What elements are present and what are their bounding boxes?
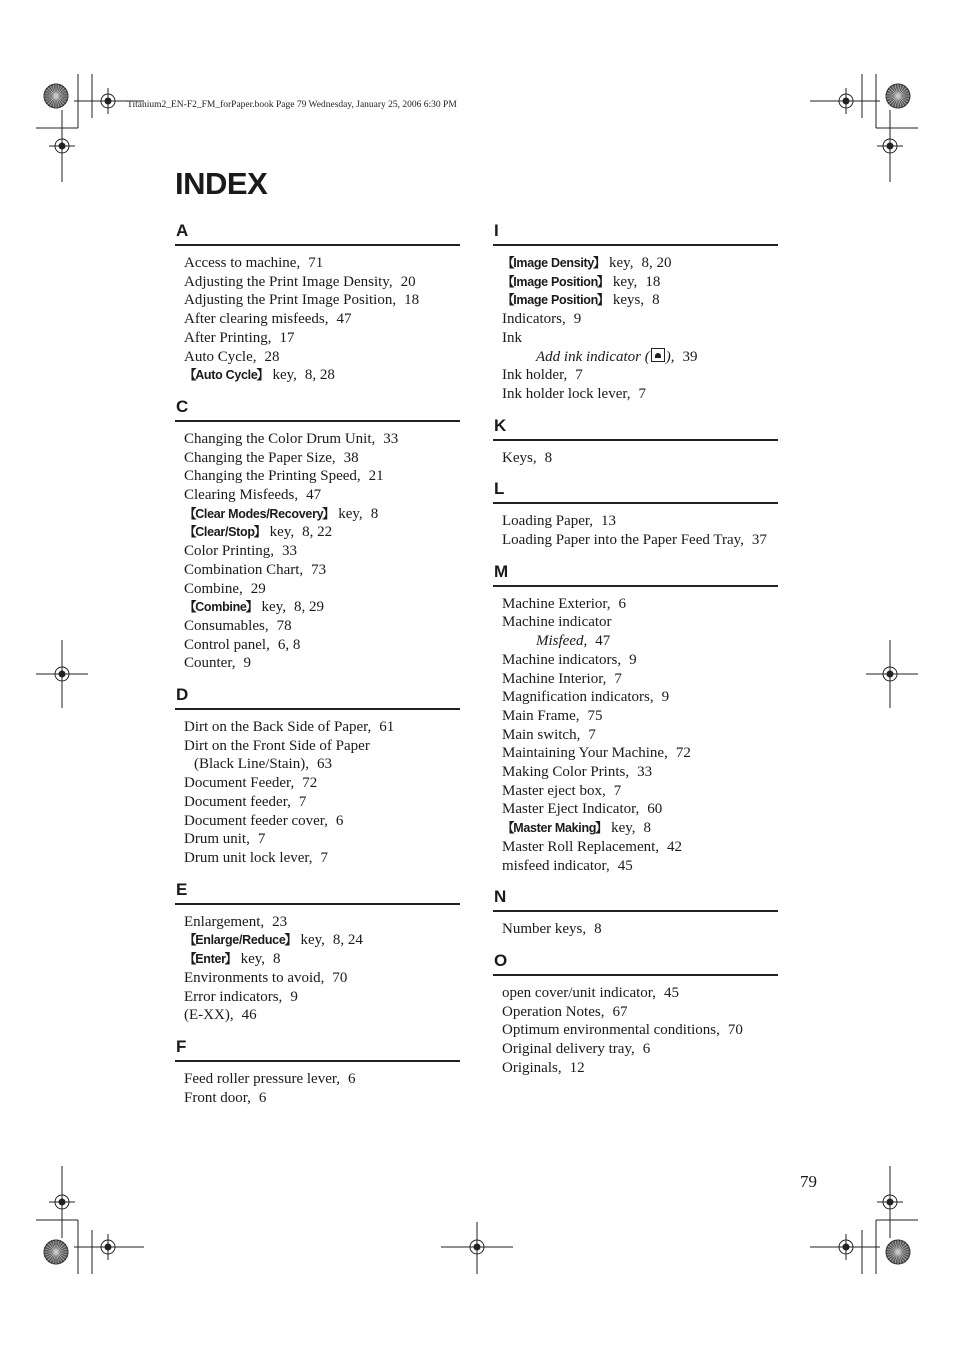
section-letter: E (175, 879, 460, 905)
index-section (493, 950, 778, 1078)
index-entry (184, 812, 460, 831)
entry-text: Machine indicators, (502, 651, 622, 668)
entry-text: Document feeder cover, (184, 812, 328, 829)
index-entry (502, 651, 778, 670)
index-entry (184, 988, 460, 1007)
entry-text: Clearing Misfeeds, (184, 487, 299, 504)
index-section (493, 415, 778, 468)
index-entry (502, 329, 778, 348)
index-entry (502, 688, 778, 707)
index-entry (184, 793, 460, 812)
page-ref[interactable]: 33 (383, 430, 399, 447)
page-ref[interactable]: 6 (642, 1041, 651, 1058)
index-entry (184, 273, 460, 292)
page-ref[interactable]: 8, 29 (293, 599, 324, 616)
index-section (493, 478, 778, 549)
index-entry (502, 1040, 778, 1059)
index-entry (184, 542, 460, 561)
entry-text: Counter, (184, 655, 236, 672)
page-ref[interactable]: 6 (618, 595, 627, 612)
page-ref[interactable]: 70 (727, 1022, 743, 1039)
entry-text: Master eject box, (502, 782, 606, 799)
entry-text: Main Frame, (502, 707, 580, 724)
entry-text: Machine Interior, (502, 670, 607, 687)
entry-text: Making Color Prints, (502, 764, 630, 781)
entry-text: Environments to avoid, (184, 969, 325, 986)
index-entry (502, 763, 778, 782)
index-entry (184, 718, 460, 737)
entry-text: Ink holder lock lever, (502, 385, 631, 402)
index-entry (184, 329, 460, 348)
index-entry (184, 950, 460, 969)
index-entry (502, 984, 778, 1003)
page-ref[interactable]: 8, 24 (332, 932, 363, 949)
entry-text: Changing the Printing Speed, (184, 468, 361, 485)
entry-text: Machine indicator (502, 614, 612, 631)
page-number: 79 (800, 1172, 817, 1191)
entry-text: key, (268, 367, 297, 384)
section-letter: N (493, 886, 778, 912)
page-ref[interactable]: 17 (279, 329, 295, 346)
entry-text: Ink holder, (502, 367, 568, 384)
entry-text: Dirt on the Back Side of Paper, (184, 719, 372, 736)
page-ref[interactable]: 47 (306, 487, 322, 504)
index-entry (184, 774, 460, 793)
entry-list (175, 246, 460, 385)
entry-text: Consumables, (184, 617, 269, 634)
entry-text: Control panel, (184, 636, 270, 653)
book-header-line: Titanium2_EN-F2_FM_forPaper.book Page 79 Wednesday, January 25, 2006 6:30 PM (127, 100, 457, 110)
index-entry (184, 467, 460, 486)
entry-text: open cover/unit indicator, (502, 984, 656, 1001)
page-ref[interactable]: 39 (682, 348, 698, 365)
index-entry (502, 613, 778, 632)
index-entry (184, 523, 460, 542)
entry-text: Misfeed, (536, 633, 588, 650)
index-entry (502, 291, 778, 310)
index-entry (502, 595, 778, 614)
index-entry (502, 726, 778, 745)
section-letter: M (493, 561, 778, 587)
entry-text: After Printing, (184, 329, 272, 346)
page-ref[interactable]: 7 (575, 367, 583, 384)
page-ref[interactable]: 67 (612, 1003, 628, 1020)
key-name: 【 Enter 】 (184, 952, 237, 966)
index-entry (184, 580, 460, 599)
index-entry (184, 1089, 460, 1108)
page-ref[interactable]: 60 (647, 801, 663, 818)
entry-list (175, 422, 460, 673)
entry-text: key, (609, 273, 638, 290)
entry-list (493, 976, 778, 1078)
page-ref[interactable]: 8 (273, 951, 281, 968)
page-ref[interactable]: 42 (667, 838, 683, 855)
entry-text: Operation Notes, (502, 1003, 605, 1020)
entry-text: Indicators, (502, 311, 566, 328)
entry-text: Access to machine, (184, 255, 301, 271)
index-entry (184, 598, 460, 617)
index-entry (502, 1003, 778, 1022)
index-entry (502, 819, 778, 838)
index-column-right (493, 220, 778, 1089)
entry-text: Changing the Paper Size, (184, 449, 336, 466)
page-ref[interactable]: 7 (588, 726, 596, 743)
index-entry (502, 744, 778, 763)
index-entry (502, 449, 778, 468)
index-entry (502, 310, 778, 329)
index-entry (502, 531, 778, 550)
page-ref[interactable]: 7 (638, 385, 647, 402)
key-name: 【 Image Density 】 (502, 256, 605, 270)
index-entry (502, 254, 778, 273)
index-entry (502, 273, 778, 292)
entry-list (493, 912, 778, 939)
section-letter: D (175, 684, 460, 710)
index-entry (502, 782, 778, 801)
index-entry (502, 707, 778, 726)
entry-text: After clearing misfeeds, (184, 311, 329, 328)
entry-text: key, (607, 820, 636, 837)
page-ref[interactable]: 29 (250, 580, 266, 597)
page-ref[interactable]: 9 (290, 988, 298, 1005)
index-section (493, 886, 778, 939)
index-entry (502, 512, 778, 531)
key-name: 【 Auto Cycle 】 (184, 368, 269, 382)
entry-list (493, 441, 778, 468)
index-entry (502, 1021, 778, 1040)
index-entry (502, 1059, 778, 1078)
index-entry (184, 430, 460, 449)
page-ref[interactable]: 6 (348, 1070, 356, 1087)
index-entry (184, 348, 460, 367)
section-letter: I (493, 220, 778, 246)
page-ref[interactable]: 23 (272, 913, 288, 930)
entry-text: key, (334, 505, 363, 522)
entry-text: Loading Paper, (502, 513, 594, 530)
entry-text: Ink (502, 329, 522, 346)
page-ref[interactable]: 21 (368, 468, 384, 485)
page-ref[interactable]: 9 (243, 655, 251, 672)
index-entry (502, 632, 778, 651)
section-letter: L (493, 478, 778, 504)
index-entry (502, 800, 778, 819)
page-ref[interactable]: 47 (595, 633, 611, 650)
index-entry (184, 449, 460, 468)
entry-list (175, 905, 460, 1025)
index-section (175, 220, 460, 385)
entry-text: Dirt on the Front Side of Paper (184, 737, 370, 754)
entry-text-after: ), (665, 348, 675, 365)
index-entry (184, 913, 460, 932)
index-section (175, 1036, 460, 1107)
page-ref[interactable]: 7 (257, 831, 266, 848)
page-title: INDEX (175, 166, 268, 201)
page-ref[interactable]: 12 (569, 1059, 585, 1076)
index-column-left (175, 220, 460, 1118)
index-entry (184, 755, 460, 774)
entry-text: Machine Exterior, (502, 595, 611, 612)
page-ref[interactable]: 8, 28 (304, 367, 335, 384)
index-section (493, 561, 778, 876)
index-entry (502, 838, 778, 857)
page-ref[interactable]: 8 (544, 449, 553, 466)
entry-text: Adjusting the Print Image Density, (184, 273, 393, 290)
section-letter: K (493, 415, 778, 441)
page-ref[interactable]: 33 (637, 764, 653, 781)
entry-text: Drum unit lock lever, (184, 849, 313, 866)
key-name: 【 Clear Modes/Recovery 】 (184, 507, 335, 521)
entry-text: key, (257, 599, 286, 616)
key-name: 【 Image Position 】 (502, 293, 609, 307)
page-ref[interactable]: 37 (751, 532, 767, 549)
entry-text: Document feeder, (184, 793, 291, 810)
index-section (175, 396, 460, 673)
key-name: 【 Combine 】 (184, 600, 258, 614)
page-ref[interactable]: 6 (335, 812, 344, 829)
page-ref[interactable]: 63 (316, 756, 332, 773)
index-entry (502, 385, 778, 404)
index-entry (502, 348, 778, 367)
entry-text: Auto Cycle, (184, 348, 257, 365)
index-section (175, 879, 460, 1025)
index-entry (184, 505, 460, 524)
entry-list (175, 710, 460, 868)
entry-text: Keys, (502, 449, 537, 466)
index-entry (502, 366, 778, 385)
page-ref[interactable]: 46 (241, 1007, 257, 1024)
index-entry (184, 486, 460, 505)
key-name: 【 Master Making 】 (502, 821, 607, 835)
index-entry (184, 366, 460, 385)
index-entry (184, 561, 460, 580)
entry-text: (E-XX), (184, 1007, 234, 1024)
entry-text: Originals, (502, 1059, 562, 1076)
index-entry (502, 920, 778, 939)
entry-text: key, (236, 951, 266, 968)
page-ref[interactable]: 45 (663, 984, 679, 1001)
index-entry (502, 670, 778, 689)
index-entry (184, 254, 460, 273)
entry-text: Number keys, (502, 921, 587, 938)
page-ref[interactable]: 9 (573, 311, 582, 328)
entry-text: Enlargement, (184, 913, 265, 930)
page-ref[interactable]: 18 (645, 273, 661, 290)
page-ref[interactable]: 8 (643, 820, 652, 837)
page-ref[interactable]: 78 (276, 617, 292, 634)
page-ref[interactable]: 28 (264, 348, 280, 365)
entry-text: (Black Line/Stain), (194, 756, 309, 773)
page-ref[interactable]: 61 (379, 719, 395, 736)
page-ref[interactable]: 7 (614, 670, 622, 687)
page-ref[interactable]: 8 (594, 921, 602, 938)
entry-text: Error indicators, (184, 988, 283, 1005)
page-ref[interactable]: 8 (652, 292, 660, 309)
index-section (175, 684, 460, 868)
entry-text: key, (265, 524, 295, 541)
entry-text: Combination Chart, (184, 561, 304, 578)
index-section (493, 220, 778, 404)
entry-text: Original delivery tray, (502, 1041, 635, 1058)
page-ref[interactable]: 13 (601, 513, 617, 530)
entry-list (493, 246, 778, 404)
entry-list (493, 504, 778, 549)
ink-add-icon (651, 348, 665, 362)
index-entry (184, 830, 460, 849)
entry-text: Optimum environmental conditions, (502, 1022, 720, 1039)
section-letter: C (175, 396, 460, 422)
entry-list (493, 587, 778, 876)
page-ref[interactable]: 33 (282, 543, 298, 560)
index-entry (184, 849, 460, 868)
page-ref[interactable]: 47 (336, 311, 352, 328)
entry-text: Document Feeder, (184, 775, 295, 792)
key-name: 【 Enlarge/Reduce 】 (184, 933, 297, 947)
index-entry (184, 931, 460, 950)
page-ref[interactable]: 9 (661, 689, 670, 706)
page-ref[interactable]: 8, 22 (302, 524, 333, 541)
entry-text: Color Printing, (184, 543, 275, 560)
key-name: 【 Clear/Stop 】 (184, 525, 266, 539)
index-entry (184, 654, 460, 673)
entry-text: Combine, (184, 580, 243, 597)
section-letter: A (175, 220, 460, 246)
index-entry (184, 636, 460, 655)
index-entry (184, 969, 460, 988)
entry-text: Loading Paper into the Paper Feed Tray, (502, 532, 744, 549)
page-ref[interactable]: 7 (298, 793, 307, 810)
index-entry (184, 1006, 460, 1025)
section-letter: O (493, 950, 778, 976)
entry-text: Feed roller pressure lever, (184, 1070, 340, 1087)
page-ref[interactable]: 72 (302, 775, 318, 792)
page-ref[interactable]: 20 (400, 273, 416, 290)
page-ref[interactable]: 7 (613, 782, 622, 799)
page-ref[interactable]: 6 (258, 1089, 267, 1106)
entry-text: Drum unit, (184, 831, 250, 848)
entry-text: key, (605, 255, 634, 271)
section-letter: F (175, 1036, 460, 1062)
index-entry (184, 617, 460, 636)
index-entry (184, 291, 460, 310)
entry-text: Maintaining Your Machine, (502, 745, 668, 762)
page-ref[interactable]: 8, 20 (641, 255, 672, 271)
page-ref[interactable]: 72 (675, 745, 691, 762)
entry-text: Changing the Color Drum Unit, (184, 430, 376, 447)
entry-text: Adjusting the Print Image Position, (184, 292, 397, 309)
key-name: 【 Image Position 】 (502, 275, 609, 289)
entry-text: keys, (609, 292, 645, 309)
entry-text: Master Roll Replacement, (502, 838, 660, 855)
entry-text: Add ink indicator ( (536, 348, 650, 365)
entry-text: Master Eject Indicator, (502, 801, 640, 818)
page-ref[interactable]: 38 (343, 449, 359, 466)
entry-text: Magnification indicators, (502, 689, 654, 706)
page-ref[interactable]: 18 (404, 292, 420, 309)
entry-text: Front door, (184, 1089, 251, 1106)
page-ref[interactable]: 75 (587, 707, 603, 724)
entry-text: misfeed indicator, (502, 857, 610, 874)
entry-text: Main switch, (502, 726, 581, 743)
page-ref[interactable]: 70 (332, 969, 348, 986)
page-ref[interactable]: 6, 8 (277, 636, 301, 653)
index-entry (184, 1070, 460, 1089)
page-ref[interactable]: 9 (629, 651, 637, 668)
page-ref[interactable]: 71 (308, 255, 324, 271)
index-entry (502, 857, 778, 876)
entry-list (175, 1062, 460, 1107)
entry-text: key, (296, 932, 325, 949)
page-ref[interactable]: 45 (617, 857, 633, 874)
index-entry (184, 310, 460, 329)
page-ref[interactable]: 8 (370, 505, 379, 522)
index-entry (184, 737, 460, 756)
page-ref[interactable]: 73 (311, 561, 327, 578)
page-ref[interactable]: 7 (320, 849, 329, 866)
